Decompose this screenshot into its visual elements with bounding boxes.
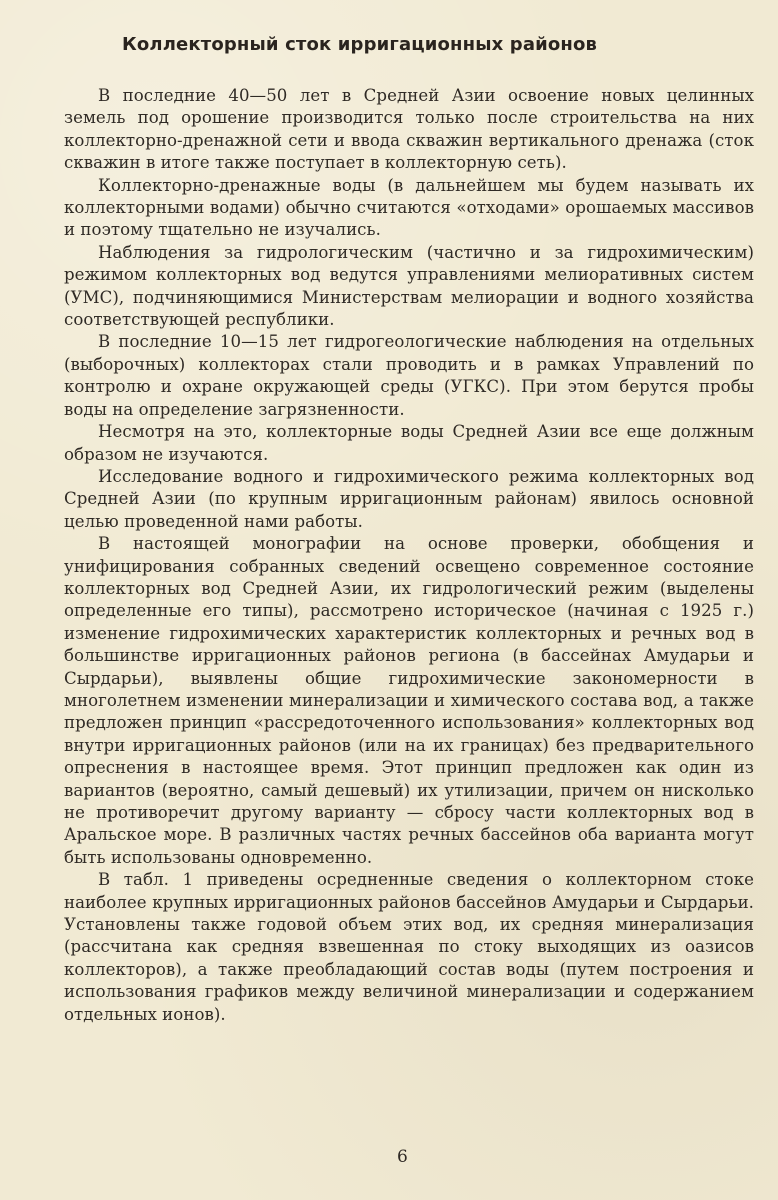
paragraph-8: В табл. 1 приведены осредненные сведения о коллекторном стоке наиболее крупных ирригационных районов бассейнов Амударьи и Сырдарьи. Установлены также годовой объем этих вод, их средняя минерализация (рассчитана как средняя взвешенная по стоку выходящих из оазисов коллекторов), а также преобладающий состав воды (путем построения и использования графиков между величиной минерализации и содержанием отдельных ионов). <box>64 870 754 1024</box>
paragraph-6: Исследование водного и гидрохимического режима коллекторных вод Средней Азии (по крупным ирригационным районам) явилось основной целью проведенной нами работы. <box>64 466 754 531</box>
paragraph-7: В настоящей монографии на основе проверки, обобщения и унифицирования собранных сведений освещено современное состояние коллекторных вод Средней Азии, их гидрологический режим (выделены определенные его типы), рассмотрено историческое (начиная с 1925 г.) изменение гидрохимических характеристик коллекторных и речных вод в большинстве ирригационных районов региона (в бассейнах Амударьи и Сырдарьи), выявлены общие гидрохимические закономерности в многолетнем изменении минерализации и химического состава вод, а также предложен принцип «рассредоточенного использования» коллекторных вод внутри ирригационных районов (или на их границах) без предварительного опреснения в настоящее время. Этот принцип предложен как один из вариантов (вероятно, самый дешевый) их утилизации, причем он нисколько не противоречит другому варианту — сбросу части коллекторных вод в Аральское море. В различных частях речных бассейнов оба варианта могут быть использованы одновременно. <box>64 534 754 867</box>
section-title: Коллекторный сток ирригационных районов <box>122 34 598 55</box>
page-number: 6 <box>397 1147 408 1167</box>
paragraph-1: В последние 40—50 лет в Средней Азии освоение новых целинных земель под орошение производится только после строительства на них коллекторно-дренажной сети и ввода скважин вертикального дренажа (сток скважин в итоге также поступает в коллекторную сеть). <box>64 86 754 173</box>
paragraph-3: Наблюдения за гидрологическим (частично и за гидрохимическим) режимом коллекторных вод ведутся управлениями мелиоративных систем (УМС), подчиняющимися Министерствам мелиорации и водного хозяйства соответствующей республики. <box>64 242 754 330</box>
paragraph-2: Коллекторно-дренажные воды (в дальнейшем мы будем называть их коллекторными водами) обычно считаются «отходами» орошаемых массивов и поэтому тщательно не изучались. <box>64 175 754 240</box>
paragraph-4: В последние 10—15 лет гидрогеологические наблюдения на отдельных (выборочных) коллекторах стали проводить и в рамках Управлений по контролю и охране окружающей среды (УГКС). При этом берутся пробы воды на определение загрязненности. <box>64 332 754 419</box>
paragraph-5: Несмотря на это, коллекторные воды Средней Азии все еще должным образом не изучаются. <box>64 422 754 464</box>
